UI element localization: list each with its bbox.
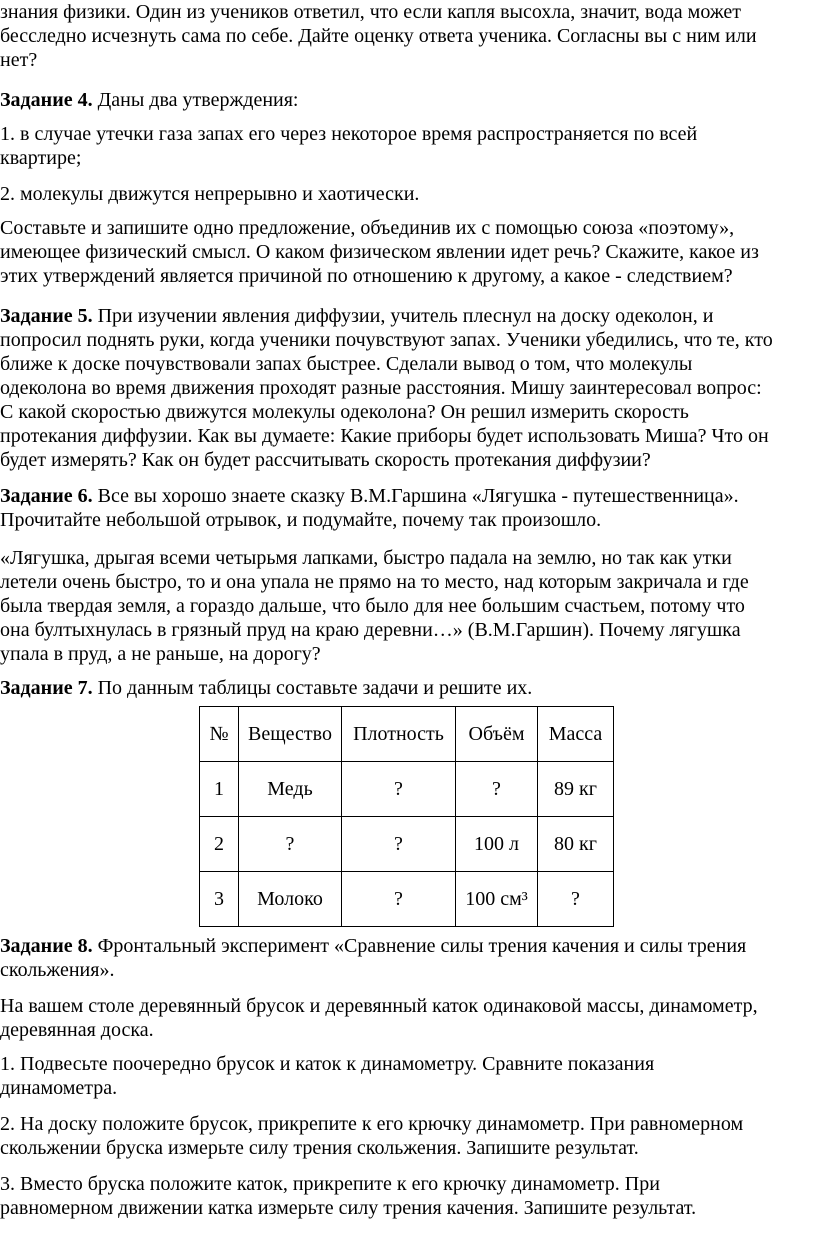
table-cell: 80 кг xyxy=(538,817,614,872)
text-line: Прочитайте небольшой отрывок, и подумайте, почему так произошло. xyxy=(0,509,602,531)
task8-heading: Задание 8. Фронтальный эксперимент «Сравнение силы трения качения и силы трения xyxy=(0,935,747,957)
text-line: ближе к доске почувствовали запах быстрее. Сделали вывод о том, что молекулы xyxy=(0,353,693,375)
text-line: 3. Вместо бруска положите каток, прикрепите к его крючку динамометр. При xyxy=(0,1173,660,1195)
table-cell: 1 xyxy=(200,762,239,817)
text-line: 1. Подвесьте поочередно брусок и каток к динамометру. Сравните показания xyxy=(0,1053,655,1075)
text-line: попросил поднять руки, когда ученики почувствуют запах. Ученики убедились, что те, кто xyxy=(0,329,773,351)
task-label: Задание 4. xyxy=(0,89,93,111)
task4-heading: Задание 4. Даны два утверждения: xyxy=(0,89,299,111)
table-cell: 3 xyxy=(200,872,239,927)
table-header-cell: № xyxy=(200,707,239,762)
text-line: 1. в случае утечки газа запах его через некоторое время распространяется по всей xyxy=(0,123,698,145)
table-cell: ? xyxy=(456,762,538,817)
text-line: На вашем столе деревянный брусок и деревянный каток одинаковой массы, динамометр, xyxy=(0,995,758,1017)
task-label: Задание 6. xyxy=(0,485,93,507)
text-line: скольжения». xyxy=(0,959,115,981)
table-header-cell: Плотность xyxy=(342,707,456,762)
table-row xyxy=(200,817,614,872)
task-label: Задание 5. xyxy=(0,305,93,327)
text-line: деревянная доска. xyxy=(0,1019,154,1041)
table-row xyxy=(200,872,614,927)
quote-line: «Лягушка, дрыгая всеми четырьмя лапками, быстро падала на землю, но так как утки xyxy=(0,547,732,569)
data-table xyxy=(199,706,614,927)
task7-heading: Задание 7. По данным таблицы составьте задачи и решите их. xyxy=(0,677,533,699)
text-line: будет измерять? Как он будет рассчитывать скорость протекания диффузии? xyxy=(0,449,651,471)
text-line: квартире; xyxy=(0,147,82,169)
table-cell: ? xyxy=(342,872,456,927)
table-cell: ? xyxy=(538,872,614,927)
text-line: бесследно исчезнуть сама по себе. Дайте оценку ответа ученика. Согласны вы с ним или xyxy=(0,25,757,47)
table-cell: 2 xyxy=(200,817,239,872)
text-line: нет? xyxy=(0,49,38,71)
quote-line: она бултыхнулась в грязный пруд на краю деревни…» (В.М.Гаршин). Почему лягушка xyxy=(0,619,741,641)
task-label: Задание 7. xyxy=(0,677,93,699)
text-line: Составьте и запишите одно предложение, объединив их с помощью союза «поэтому», xyxy=(0,217,735,239)
text-line: этих утверждений является причиной по отношению к другому, а какое - следствием? xyxy=(0,265,733,287)
text-line: 2. На доску положите брусок, прикрепите к его крючку динамометр. При равномерном xyxy=(0,1113,744,1135)
table-cell: ? xyxy=(342,817,456,872)
table-cell: 89 кг xyxy=(538,762,614,817)
table-row xyxy=(200,762,614,817)
text-line: одеколона во время движения проходят разные расстояния. Мишу заинтересовал вопрос: xyxy=(0,377,762,399)
text-line: имеющее физический смысл. О каком физическом явлении идет речь? Скажите, какое из xyxy=(0,241,759,263)
table-cell: Молоко xyxy=(239,872,342,927)
table-cell: Медь xyxy=(239,762,342,817)
task-label: Задание 8. xyxy=(0,935,93,957)
quote-line: упала в пруд, а не раньше, на дорогу? xyxy=(0,643,321,665)
text-line: скольжении бруска измерьте силу трения скольжения. Запишите результат. xyxy=(0,1137,639,1159)
task5-heading: Задание 5. При изучении явления диффузии, учитель плеснул на доску одеколон, и xyxy=(0,305,714,327)
table-header-row xyxy=(200,707,614,762)
text-line: знания физики. Один из учеников ответил, что если капля высохла, значит, вода может xyxy=(0,1,742,23)
table-cell: ? xyxy=(239,817,342,872)
text-line: 2. молекулы движутся непрерывно и хаотически. xyxy=(0,183,420,205)
text-line: протекания диффузии. Как вы думаете: Какие приборы будет использовать Миша? Что он xyxy=(0,425,769,447)
table-cell: ? xyxy=(342,762,456,817)
table-cell: 100 см³ xyxy=(456,872,538,927)
table-header-cell: Вещество xyxy=(239,707,342,762)
table-cell: 100 л xyxy=(456,817,538,872)
text-line: С какой скоростью движутся молекулы одеколона? Он решил измерить скорость xyxy=(0,401,689,423)
table-header-cell: Объём xyxy=(456,707,538,762)
text-line: динамометра. xyxy=(0,1077,118,1099)
task6-heading: Задание 6. Все вы хорошо знаете сказку В.М.Гаршина «Лягушка - путешественница». xyxy=(0,485,739,507)
table-header-cell: Масса xyxy=(538,707,614,762)
quote-line: летели очень быстро, то и она упала не прямо на то место, над которым закричала и где xyxy=(0,571,749,593)
quote-line: была твердая земля, а гораздо дальше, что было для нее большим счастьем, потому что xyxy=(0,595,745,617)
text-line: равномерном движении катка измерьте силу трения качения. Запишите результат. xyxy=(0,1197,697,1219)
